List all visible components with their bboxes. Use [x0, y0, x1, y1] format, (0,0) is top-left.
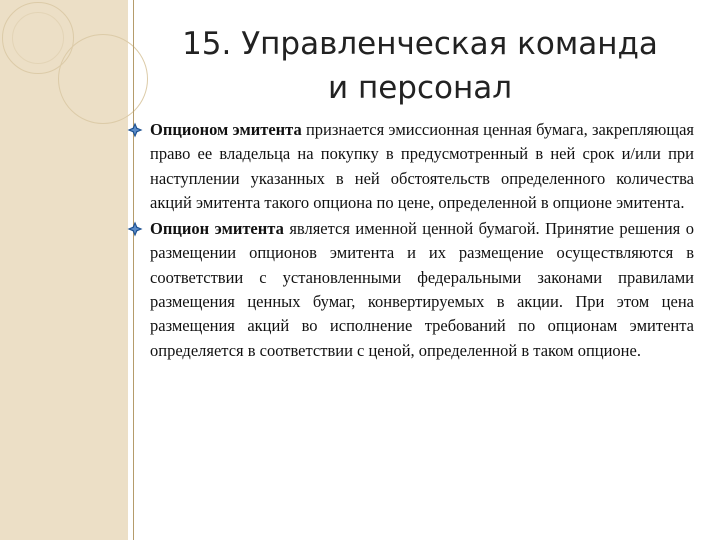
decorative-circle — [12, 12, 64, 64]
list-item — [124, 118, 694, 215]
slide-title-line1: 15. Управленческая команда — [182, 26, 658, 62]
item-term: Опционом эмитента — [150, 120, 302, 139]
item-text: является именной ценной бумагой. Принятие решения о размещении опционов эмитента и их размещение осуществляются в соответствии с установленными федеральными законами правилами размещения ценных бумаг, конвертируемых в акции. При этом цена размещения акций во исполнение требований по опционам эмитента определяется в соответствии с ценой, определенной в таком опционе. — [150, 219, 694, 360]
list-item — [124, 217, 694, 363]
item-term: Опцион эмитента — [150, 219, 284, 239]
slide-title-line2: и персонал — [327, 70, 513, 106]
item-text: признается эмиссионная ценная бумага, закрепляющая право ее владельца на покупку в предусмотренный в ней срок и/или при наступлении указанных в ней обстоятельств определенного количества акций эмитента такого опциона по цене, определенной в опционе эмитента. — [150, 120, 694, 212]
slide-content — [124, 118, 694, 365]
diamond-bullet-icon — [127, 221, 143, 237]
diamond-bullet-icon — [127, 122, 143, 138]
decorative-circle — [58, 34, 148, 124]
slide-title — [150, 22, 690, 110]
